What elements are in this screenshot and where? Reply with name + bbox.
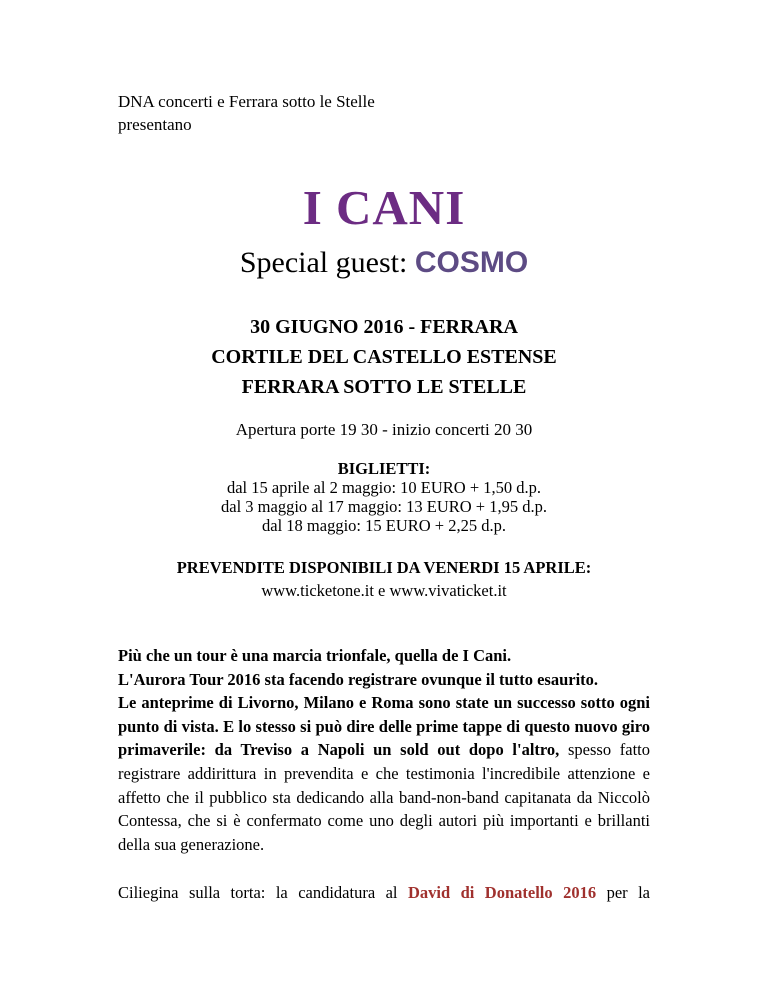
body-line-2: L'Aurora Tour 2016 sta facendo registrare ovunque il tutto esaurito. — [118, 669, 599, 689]
tickets-header: BIGLIETTI: — [337, 459, 431, 478]
award-highlight: David di Donatello 2016 — [407, 883, 597, 902]
guest-label: Special guest: — [239, 246, 415, 279]
body-bold-text: Le anteprime di Livorno, Milano e Roma sono state un successo sotto ogni punto di vista. E lo stesso si può dire delle prime tappe di questo nuovo giro primaverile: da Treviso a Napoli un sold out dopo l'altro, — [118, 693, 650, 760]
event-details — [0, 312, 768, 402]
presale-header: PREVENDITE DISPONIBILI DA VENERDI 15 APRILE: — [176, 558, 592, 577]
presale-block — [0, 556, 768, 602]
body-paragraphs — [118, 644, 650, 856]
body-lead: Più che un tour è una marcia trionfale, quella de I Cani. — [118, 646, 512, 665]
ticket-price-line: dal 15 aprile al 2 maggio: 10 EURO + 1,50 d.p. — [226, 478, 542, 497]
band-title: I CANI — [302, 180, 466, 235]
presents-line: presentano — [118, 115, 192, 134]
ticket-price-line: dal 3 maggio al 17 maggio: 13 EURO + 1,95 d.p. — [221, 497, 547, 516]
event-date: 30 GIUGNO 2016 - FERRARA — [250, 316, 518, 338]
closing-after: per la — [596, 883, 650, 902]
special-guest — [0, 245, 768, 281]
intro-block — [118, 90, 375, 136]
presale-sites: www.ticketone.it e www.vivaticket.it — [261, 581, 507, 600]
doors-info: Apertura porte 19 30 - inizio concerti 20 30 — [235, 420, 533, 439]
tickets-block — [0, 459, 768, 535]
body-regular-text: spesso fatto registrare addirittura in prevendita e che testimonia l'incredibile attenzione e affetto che il pubblico sta dedicando alla band-non-band capitanata da Niccolò Contessa, che si è confermato come uno degli autori più importanti e brillanti della sua generazione. — [118, 740, 650, 854]
guest-name: COSMO — [414, 246, 529, 279]
event-venue: CORTILE DEL CASTELLO ESTENSE — [211, 346, 557, 368]
presenters-line: DNA concerti e Ferrara sotto le Stelle — [118, 92, 375, 111]
closing-line — [118, 883, 650, 903]
ticket-price-line: dal 18 maggio: 15 EURO + 2,25 d.p. — [262, 516, 506, 535]
event-festival: FERRARA SOTTO LE STELLE — [241, 376, 527, 398]
closing-before: Ciliegina sulla torta: la candidatura al — [118, 883, 408, 902]
body-paragraph — [118, 691, 650, 856]
